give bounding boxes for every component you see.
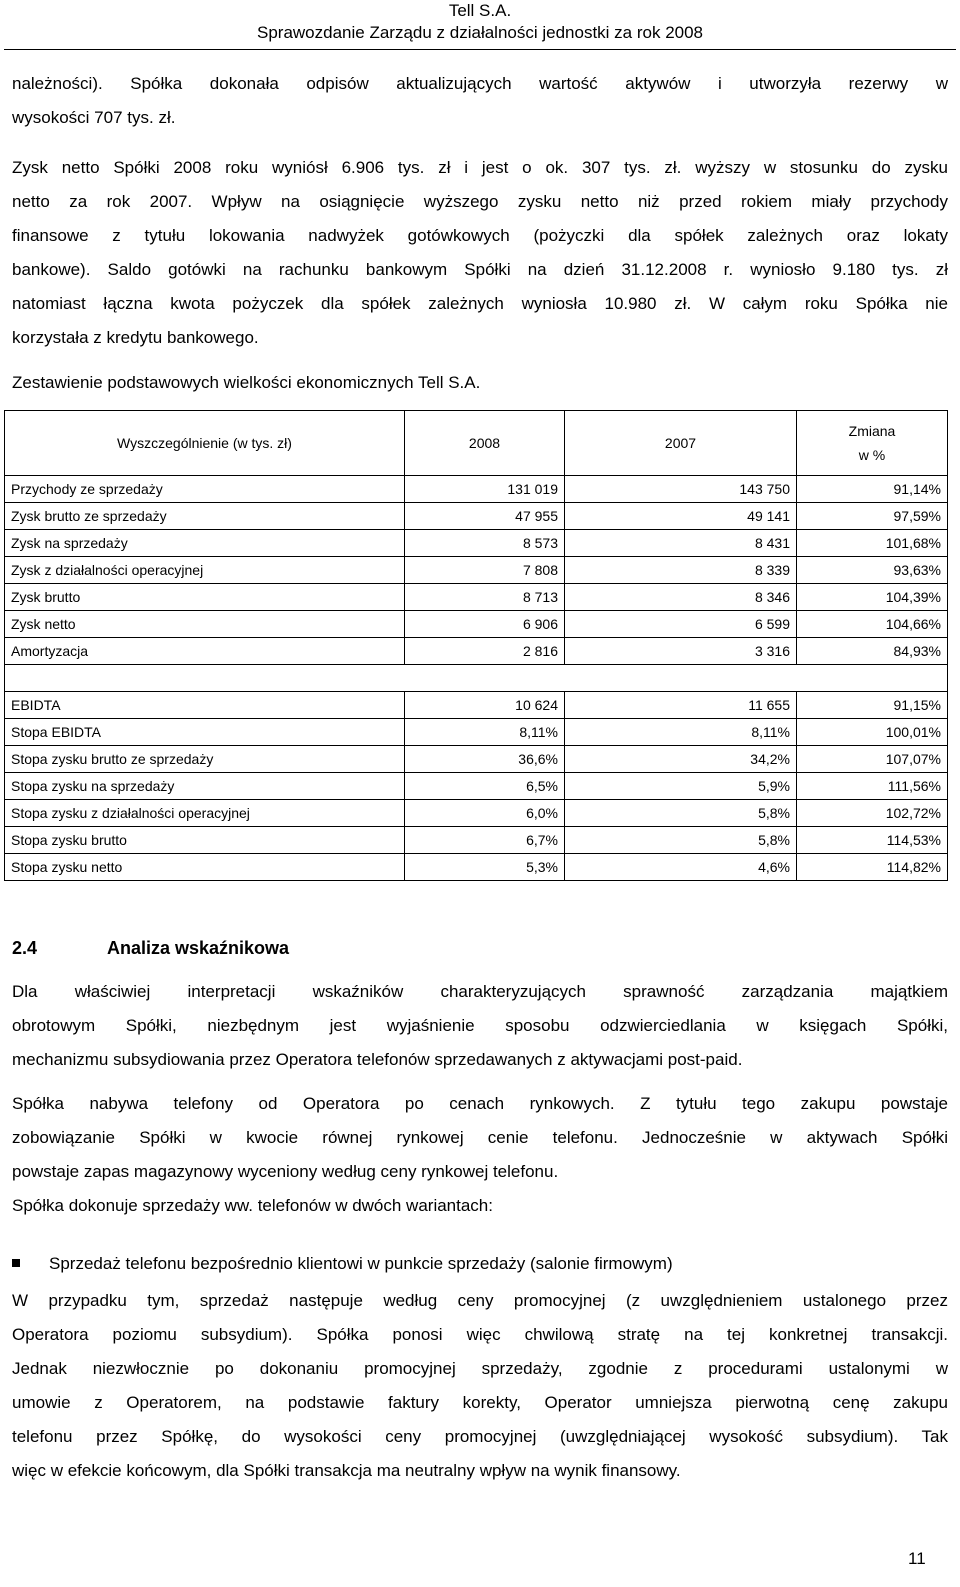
value-2008: 6,0%	[405, 800, 565, 827]
analysis-line: obrotowym Spółki, niezbędnym jest wyjaśnienie sposobu odzwierciedlania w księgach Spółki,	[12, 1016, 948, 1035]
value-2008: 8 713	[405, 584, 565, 611]
table-row	[5, 584, 948, 611]
value-2008: 6,7%	[405, 827, 565, 854]
section-title: Analiza wskaźnikowa	[107, 938, 290, 958]
value-2008: 10 624	[405, 692, 565, 719]
table-spacer-row	[5, 665, 948, 692]
page-header	[0, 0, 960, 44]
case-line: umowie z Operatorem, na podstawie faktury korekty, Operator umniejsza pierwotną cenę zakupu	[12, 1393, 948, 1412]
row-label: Zysk brutto	[5, 584, 405, 611]
profit-line: korzystała z kredytu bankowego.	[12, 328, 259, 347]
value-2007: 6 599	[565, 611, 797, 638]
value-2008: 36,6%	[405, 746, 565, 773]
row-label: Zysk na sprzedaży	[5, 530, 405, 557]
report-title: Sprawozdanie Zarządu z działalności jednostki za rok 2008	[256, 23, 704, 42]
value-2007: 5,9%	[565, 773, 797, 800]
row-label: Stopa zysku brutto	[5, 827, 405, 854]
table-row	[5, 611, 948, 638]
bullet-text: Sprzedaż telefonu bezpośrednio klientowi w punkcie sprzedaży (salonie firmowym)	[49, 1254, 673, 1273]
purchase-line: powstaje zapas magazynowy wyceniony według ceny rynkowej telefonu.	[12, 1162, 559, 1181]
change-percent: 104,66%	[797, 611, 948, 638]
value-2007: 8,11%	[565, 719, 797, 746]
purchase-line: zobowiązanie Spółki w kwocie równej rynkowej cenie telefonu. Jednocześnie w aktywach Spółki	[12, 1128, 948, 1147]
value-2007: 143 750	[565, 476, 797, 503]
value-2007: 5,8%	[565, 827, 797, 854]
row-label: Zysk z działalności operacyjnej	[5, 557, 405, 584]
value-2007: 3 316	[565, 638, 797, 665]
intro-line: wysokości 707 tys. zł.	[12, 108, 176, 127]
value-2007: 8 339	[565, 557, 797, 584]
change-percent: 111,56%	[797, 773, 948, 800]
value-2008: 8 573	[405, 530, 565, 557]
row-label: Stopa zysku netto	[5, 854, 405, 881]
table-body-results	[5, 476, 948, 665]
table-row	[5, 503, 948, 530]
case-paragraph	[12, 1284, 948, 1488]
value-2007: 5,8%	[565, 800, 797, 827]
value-2008: 131 019	[405, 476, 565, 503]
change-percent: 104,39%	[797, 584, 948, 611]
table-row	[5, 773, 948, 800]
row-label: Stopa EBIDTA	[5, 719, 405, 746]
row-label: Zysk netto	[5, 611, 405, 638]
row-label: Stopa zysku na sprzedaży	[5, 773, 405, 800]
table-body-ratios	[5, 692, 948, 881]
purchase-paragraph	[12, 1087, 948, 1189]
header-change-line2: w %	[858, 447, 886, 463]
value-2008: 8,11%	[405, 719, 565, 746]
value-2007: 11 655	[565, 692, 797, 719]
value-2007: 4,6%	[565, 854, 797, 881]
profit-line: natomiast łączna kwota pożyczek dla spółek zależnych wyniosła 10.980 zł. W całym roku Spółka nie	[12, 294, 948, 313]
table-row	[5, 800, 948, 827]
purchase-line: Spółka nabywa telefony od Operatora po cenach rynkowych. Z tytułu tego zakupu powstaje	[12, 1094, 948, 1113]
change-percent: 97,59%	[797, 503, 948, 530]
value-2007: 8 346	[565, 584, 797, 611]
table-row	[5, 827, 948, 854]
header-divider	[4, 49, 956, 50]
change-percent: 107,07%	[797, 746, 948, 773]
value-2008: 6 906	[405, 611, 565, 638]
value-2007: 49 141	[565, 503, 797, 530]
analysis-line: mechanizmu subsydiowania przez Operatora telefonów sprzedawanych z aktywacjami post-paid.	[12, 1050, 743, 1069]
analysis-paragraph	[12, 975, 948, 1077]
profit-line: Zysk netto Spółki 2008 roku wyniósł 6.906 tys. zł i jest o ok. 307 tys. zł. wyższy w stosunku do zysku	[12, 158, 948, 177]
intro-line: należności). Spółka dokonała odpisów aktualizujących wartość aktywów i utworzyła rezerwy w	[12, 74, 948, 93]
case-line: W przypadku tym, sprzedaż następuje według ceny promocyjnej (z uwzględnieniem ustalonego przez	[12, 1291, 948, 1310]
change-percent: 84,93%	[797, 638, 948, 665]
bullet-square-icon	[12, 1259, 20, 1267]
profit-line: bankowe). Saldo gotówki na rachunku bankowym Spółki na dzień 31.12.2008 r. wyniosło 9.180 tys. zł	[12, 260, 948, 279]
change-percent: 114,82%	[797, 854, 948, 881]
value-2008: 5,3%	[405, 854, 565, 881]
change-percent: 102,72%	[797, 800, 948, 827]
variants-intro: Spółka dokonuje sprzedaży ww. telefonów w dwóch wariantach:	[12, 1196, 493, 1215]
page-number: 11	[908, 1549, 926, 1568]
value-2008: 2 816	[405, 638, 565, 665]
case-line: więc w efekcie końcowym, dla Spółki transakcja ma neutralny wpływ na wynik finansowy.	[12, 1461, 681, 1480]
profit-line: finansowe z tytułu lokowania nadwyżek gotówkowych (pożyczki dla spółek zależnych oraz lokaty	[12, 226, 948, 245]
change-percent: 93,63%	[797, 557, 948, 584]
header-change	[797, 411, 948, 476]
row-label: Przychody ze sprzedaży	[5, 476, 405, 503]
section-heading	[12, 936, 289, 960]
change-percent: 114,53%	[797, 827, 948, 854]
case-line: Jednak niezwłocznie po dokonaniu promocyjnej sprzedaży, zgodnie z procedurami ustalonymi w	[12, 1359, 948, 1378]
header-2008: 2008	[405, 411, 565, 476]
row-label: Stopa zysku z działalności operacyjnej	[5, 800, 405, 827]
header-change-line1: Zmiana	[848, 423, 896, 439]
value-2008: 6,5%	[405, 773, 565, 800]
change-percent: 91,15%	[797, 692, 948, 719]
change-percent: 91,14%	[797, 476, 948, 503]
table-row	[5, 692, 948, 719]
row-label: Amortyzacja	[5, 638, 405, 665]
table-row	[5, 638, 948, 665]
financial-table	[4, 410, 948, 881]
analysis-line: Dla właściwiej interpretacji wskaźników charakteryzujących sprawność zarządzania majątkiem	[12, 982, 948, 1001]
table-row	[5, 530, 948, 557]
table-row	[5, 476, 948, 503]
case-line: telefonu przez Spółkę, do wysokości ceny promocyjnej (uwzględniającej wysokość subsydium). Tak	[12, 1427, 948, 1446]
table-row	[5, 557, 948, 584]
value-2007: 34,2%	[565, 746, 797, 773]
table-row	[5, 746, 948, 773]
value-2008: 7 808	[405, 557, 565, 584]
header-2007: 2007	[565, 411, 797, 476]
value-2007: 8 431	[565, 530, 797, 557]
table-row	[5, 854, 948, 881]
profit-paragraph	[12, 151, 948, 355]
table-caption: Zestawienie podstawowych wielkości ekonomicznych Tell S.A.	[12, 373, 481, 392]
row-label: Stopa zysku brutto ze sprzedaży	[5, 746, 405, 773]
section-number: 2.4	[12, 938, 38, 958]
change-percent: 101,68%	[797, 530, 948, 557]
profit-line: netto za rok 2007. Wpływ na osiągnięcie wyższego zysku netto niż przed rokiem miały przychody	[12, 192, 948, 211]
table-header-row	[5, 411, 948, 476]
case-line: Operatora poziomu subsydium). Spółka ponosi więc chwilową stratę na tej konkretnej transakcji.	[12, 1325, 948, 1344]
header-label: Wyszczególnienie (w tys. zł)	[5, 411, 405, 476]
row-label: Zysk brutto ze sprzedaży	[5, 503, 405, 530]
change-percent: 100,01%	[797, 719, 948, 746]
company-name: Tell S.A.	[448, 1, 512, 20]
intro-paragraph	[12, 67, 948, 135]
table-row	[5, 719, 948, 746]
value-2008: 47 955	[405, 503, 565, 530]
row-label: EBIDTA	[5, 692, 405, 719]
